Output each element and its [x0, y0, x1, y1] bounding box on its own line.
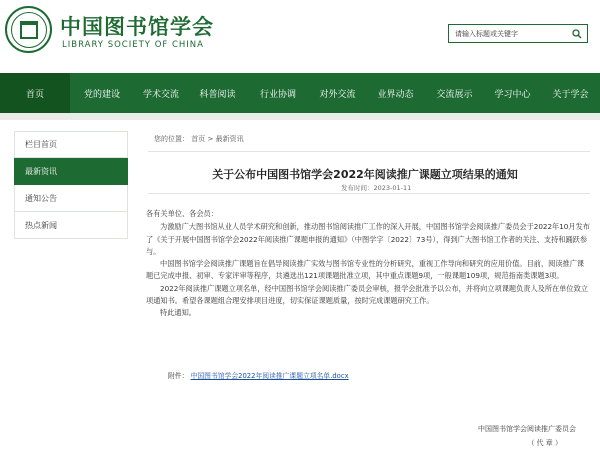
main-nav: [0, 73, 600, 113]
sidebar-item-column-home[interactable]: 栏目首页: [14, 131, 128, 158]
nav-item-foreign-exchange[interactable]: 对外交流: [319, 89, 356, 100]
book-icon: [20, 21, 38, 39]
attachment-label: 附件：: [168, 372, 189, 380]
signature-note: （ 代 章 ）: [527, 439, 562, 447]
nav-item-about[interactable]: 关于学会: [552, 89, 589, 100]
divider: [148, 151, 590, 152]
nav-item-learning-center[interactable]: 学习中心: [494, 89, 531, 100]
article-paragraph: 为激励广大图书馆从业人员学术研究和创新，推动图书馆阅读推广工作的深入开展，中国图书馆学会阅读推广委员会于2022年10月发布了《关于开展中国图书馆学会2022年阅读推广课题申报的通知》（中图学字〔2022〕73号），得到广大图书馆工作者的关注、支持和踊跃参与。: [146, 222, 590, 256]
breadcrumb-current-link[interactable]: 最新资讯: [215, 135, 244, 143]
nav-item-industry-news[interactable]: 业界动态: [377, 89, 414, 100]
sidebar-item-latest-news[interactable]: 最新资讯: [14, 158, 128, 185]
article-title: 关于公布中国图书馆学会2022年阅读推广课题立项结果的通知: [212, 168, 518, 181]
logo-title-en: LIBRARY SOCIETY OF CHINA: [62, 40, 204, 50]
search-icon: [572, 29, 582, 39]
search-box: [448, 24, 588, 43]
signature-organization: 中国图书馆学会阅读推广委员会: [478, 425, 576, 433]
nav-item-home[interactable]: 首页: [0, 73, 70, 113]
sidebar-item-notices[interactable]: 通知公告: [14, 185, 128, 212]
nav-item-party-building[interactable]: 党的建设: [83, 89, 120, 100]
breadcrumb-home-link[interactable]: 首页: [191, 135, 206, 143]
breadcrumb: [154, 134, 244, 144]
nav-item-science-reading[interactable]: 科普阅读: [199, 89, 236, 100]
nav-stripe: [0, 113, 600, 120]
publish-date: 发布时间：2023-01-11: [341, 184, 412, 192]
search-button[interactable]: [567, 25, 587, 42]
society-logo-seal[interactable]: [5, 6, 52, 53]
sidebar: [14, 131, 128, 239]
nav-item-showcase[interactable]: 交流展示: [436, 89, 473, 100]
article-body: [146, 208, 590, 320]
nav-item-academic-exchange[interactable]: 学术交流: [142, 89, 179, 100]
article-paragraph: 中国图书馆学会阅读推广课题旨在倡导阅读推广实效与图书馆专业性的分析研究，重视工作导向和研究的应用价值。目前，阅读推广课题已完成申报、初审、专家评审等程序，共遴选出121项课题批准立项，其中重点课题9项，一般课题109项，规范指南类课题3项。: [146, 259, 585, 281]
article-greeting: 各有关单位、各会员：: [146, 209, 218, 218]
divider: [148, 193, 590, 194]
article-paragraph: 特此通知。: [160, 308, 196, 318]
logo-title-cn[interactable]: 中国图书馆学会: [60, 15, 214, 39]
article-paragraph: 2022年阅读推广课题立项名单，经中国图书馆学会阅读推广委员会审核，报学会批准予以公布，并将向立项课题负责人及所在单位致立项通知书。希望各课题组合理安排项目进度，切实保证课题质量，按时完成课题研究工作。: [146, 283, 588, 306]
nav-item-industry-coordination[interactable]: 行业协调: [259, 89, 296, 100]
breadcrumb-prefix: 您的位置：: [154, 135, 189, 143]
breadcrumb-separator: >: [207, 135, 214, 143]
sidebar-item-hot-news[interactable]: 热点新闻: [14, 212, 128, 239]
search-input[interactable]: [449, 25, 567, 42]
attachment-link[interactable]: 中国图书馆学会2022年阅读推广课题立项名单.docx: [190, 372, 349, 380]
site-header: [0, 0, 600, 73]
attachment: [168, 370, 349, 380]
